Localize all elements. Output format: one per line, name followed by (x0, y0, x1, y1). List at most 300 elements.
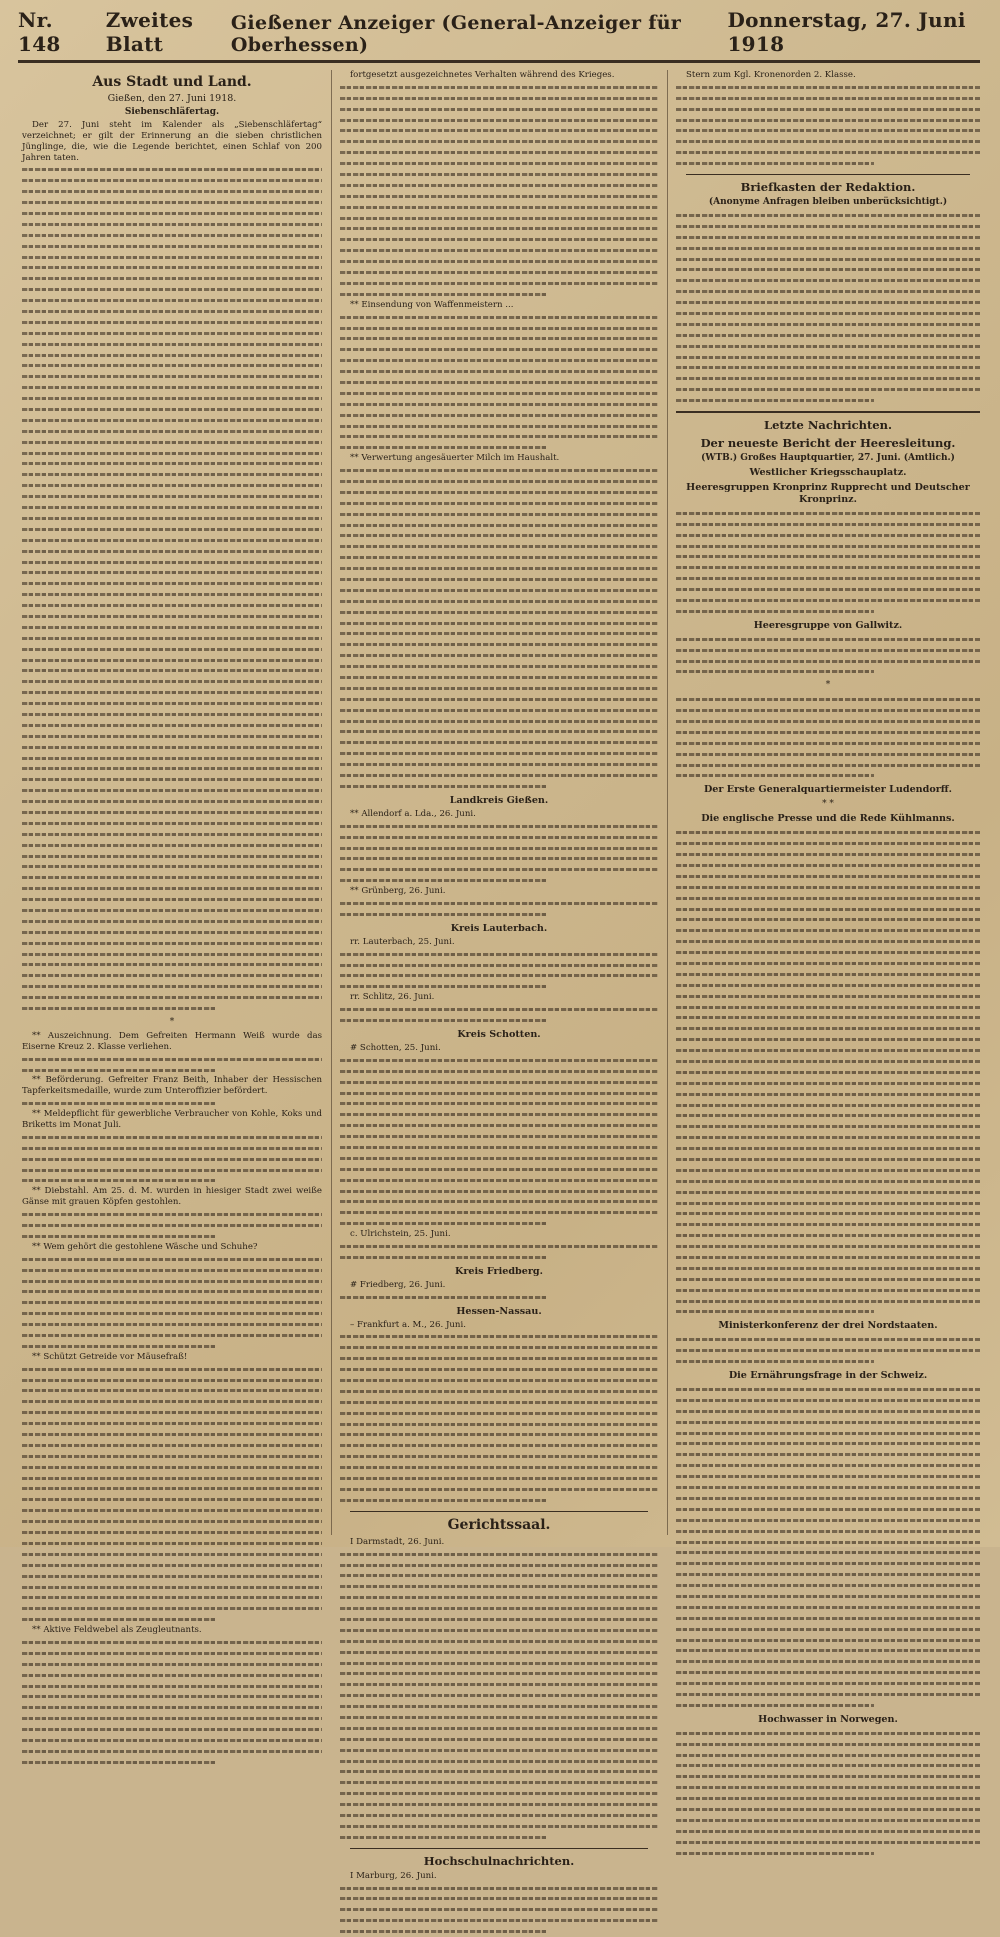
text-line (676, 1793, 980, 1804)
text-line (676, 882, 980, 893)
text-line (676, 1438, 980, 1449)
text-line (340, 115, 658, 126)
text-line (340, 1625, 658, 1636)
text-line (22, 644, 322, 655)
text-line (340, 377, 658, 388)
text-line (340, 1904, 658, 1915)
text-line (340, 683, 658, 694)
text-line (22, 1308, 322, 1319)
text-line (676, 727, 980, 738)
text-line (22, 1538, 322, 1549)
text-line (22, 578, 322, 589)
text-line (22, 774, 322, 785)
text-line (676, 1143, 980, 1154)
text-line (22, 1659, 322, 1670)
text-line (676, 1635, 980, 1646)
text-line (340, 1777, 658, 1788)
text-line (340, 628, 658, 639)
text-line (22, 1462, 322, 1473)
text-line (22, 1265, 322, 1276)
text-line (340, 821, 658, 832)
text-line (676, 362, 980, 373)
news-item: rr. Lauterbach, 25. Juni. (350, 936, 455, 947)
text-line (340, 1766, 658, 1777)
text-line (22, 1691, 322, 1702)
text-line (676, 991, 980, 1002)
text-line (340, 1821, 658, 1832)
text-line (22, 1003, 322, 1014)
text-line (676, 1771, 980, 1782)
text-line (22, 949, 322, 960)
text-line (676, 893, 980, 904)
text-line (340, 93, 658, 104)
text-line (22, 785, 322, 796)
column-separator (667, 70, 668, 1535)
body-text-block (340, 82, 658, 300)
section-heading-letzte-nachrichten: Letzte Nachrichten. (764, 417, 892, 432)
text-line (340, 1004, 658, 1015)
text-line (340, 147, 658, 158)
text-line (340, 125, 658, 136)
masthead-rule (18, 60, 980, 63)
text-line (22, 295, 322, 306)
text-line (22, 252, 322, 263)
text-line (676, 1110, 980, 1121)
text-line (22, 1209, 322, 1220)
text-line (22, 1364, 322, 1375)
text-line (676, 1067, 980, 1078)
text-line (340, 213, 658, 224)
dateline: Gießen, den 27. Juni 1918. (107, 93, 237, 104)
text-line (22, 328, 322, 339)
text-line (22, 415, 322, 426)
text-line (676, 936, 980, 947)
column-1 (22, 70, 322, 1636)
article-paragraph: Stern zum Kgl. Kronenorden 2. Klasse. (686, 70, 856, 80)
heading-heeresgruppe-gallwitz: Heeresgruppe von Gallwitz. (753, 619, 903, 631)
text-line (676, 595, 980, 606)
text-line (676, 1252, 980, 1263)
text-line (340, 1668, 658, 1679)
text-line (340, 498, 658, 509)
text-line (676, 1428, 980, 1439)
text-line (340, 639, 658, 650)
text-line (22, 1254, 322, 1265)
issue-date: Donnerstag, 27. Juni 1918 (727, 8, 966, 56)
text-line (340, 1131, 658, 1142)
text-line (340, 1915, 658, 1926)
text-line (340, 618, 658, 629)
text-line (340, 421, 658, 432)
text-line (22, 992, 322, 1003)
section-heading-gerichtssaal: Gerichtssaal. (447, 1516, 551, 1533)
text-line (340, 1560, 658, 1571)
body-text-block (22, 1637, 322, 1768)
text-line (340, 1832, 658, 1843)
newspaper-title: Gießener Anzeiger (General-Anzeiger für Oberhessen) (230, 12, 682, 56)
text-line (22, 1276, 322, 1287)
separator-star: * (825, 680, 831, 691)
text-line (22, 1407, 322, 1418)
text-line (22, 360, 322, 371)
text-line (676, 925, 980, 936)
text-line (22, 1582, 322, 1593)
text-line (340, 832, 658, 843)
body-text-block (676, 82, 980, 169)
text-line (22, 589, 322, 600)
text-line (676, 1176, 980, 1187)
text-line (340, 960, 658, 971)
body-text-block (340, 1331, 658, 1505)
text-line (340, 1484, 658, 1495)
text-line (340, 607, 658, 618)
text-line (676, 232, 980, 243)
text-line (22, 927, 322, 938)
section-heading-schotten: Kreis Schotten. (457, 1028, 541, 1040)
text-line (340, 431, 658, 442)
text-line (22, 709, 322, 720)
text-line (340, 781, 658, 792)
text-line (340, 82, 658, 93)
article-heading-siebenschlaefer: Siebenschläfertag. (124, 106, 220, 117)
text-line (676, 1334, 980, 1345)
text-line (22, 1286, 322, 1297)
text-line (22, 1735, 322, 1746)
text-line (340, 1364, 658, 1375)
text-line (676, 1624, 980, 1635)
text-line (340, 410, 658, 421)
text-line (22, 676, 322, 687)
body-text-block (676, 827, 980, 1317)
text-line (676, 947, 980, 958)
text-line (676, 115, 980, 126)
text-line (676, 914, 980, 925)
text-line (676, 1406, 980, 1417)
text-line (340, 1570, 658, 1581)
text-line (676, 1121, 980, 1132)
text-line (340, 716, 658, 727)
text-line (22, 1385, 322, 1396)
text-line (340, 1386, 658, 1397)
text-line (22, 175, 322, 186)
signature-ludendorff: Der Erste Generalquartiermeister Ludendorff. (703, 784, 953, 796)
text-line (676, 958, 980, 969)
text-line (340, 1077, 658, 1088)
text-line (676, 243, 980, 254)
text-line (676, 645, 980, 656)
text-line (676, 738, 980, 749)
text-line (676, 1154, 980, 1165)
text-line (676, 1230, 980, 1241)
wtb-dateline: (WTB.) Großes Hauptquartier, 27. Juni. (Amtlich.) (701, 452, 955, 463)
text-line (340, 1462, 658, 1473)
text-line (22, 665, 322, 676)
text-line (22, 851, 322, 862)
column-separator (331, 70, 332, 1535)
text-line (676, 716, 980, 727)
text-line (22, 1418, 322, 1429)
text-line (340, 1788, 658, 1799)
text-line (676, 530, 980, 541)
text-line (676, 770, 980, 781)
text-line (22, 513, 322, 524)
article-paragraph: Der 27. Juni steht im Kalender als „Siebenschläfertag“ verzeichnet; er gilt der Erinnerung an die sieben christlichen Jünglinge, die, wie die Legende berichtet, einen Schlaf von 200 Jahren taten. (22, 119, 322, 163)
body-text-block (340, 312, 658, 454)
text-line (340, 312, 658, 323)
text-line (22, 829, 322, 840)
text-line (340, 1636, 658, 1647)
text-line (340, 1142, 658, 1153)
text-line (22, 894, 322, 905)
news-item: – Frankfurt a. M., 26. Juni. (350, 1319, 466, 1330)
heading-ministerkonferenz: Ministerkonferenz der drei Nordstaaten. (718, 1320, 938, 1332)
text-line (22, 197, 322, 208)
text-line (22, 491, 322, 502)
text-line (676, 849, 980, 860)
text-line (22, 567, 322, 578)
text-line (676, 1384, 980, 1395)
divider (686, 174, 970, 175)
text-line (676, 319, 980, 330)
separator-star: * (169, 1016, 175, 1027)
briefkasten-note: (Anonyme Anfragen bleiben unberücksichtigt.) (708, 197, 948, 208)
text-line (22, 1670, 322, 1681)
text-line (22, 230, 322, 241)
text-line (676, 1012, 980, 1023)
text-line (340, 388, 658, 399)
text-line (340, 1679, 658, 1690)
section-heading-landkreis-giessen: Landkreis Gießen. (449, 794, 549, 806)
article-paragraph: ** Auszeichnung. Dem Gefreiten Hermann Weiß wurde das Eiserne Kreuz 2. Klasse verliehen. (22, 1030, 322, 1052)
body-text-block (340, 949, 658, 993)
text-line (22, 1516, 322, 1527)
text-line (22, 273, 322, 284)
text-line (22, 1375, 322, 1386)
text-line (22, 469, 322, 480)
text-line (340, 759, 658, 770)
text-line (676, 1208, 980, 1219)
text-line (22, 655, 322, 666)
text-line (676, 221, 980, 232)
text-line (22, 1483, 322, 1494)
divider (676, 411, 980, 413)
text-line (340, 202, 658, 213)
text-line (340, 541, 658, 552)
body-text-block (340, 1549, 658, 1843)
text-line (340, 864, 658, 875)
text-line (22, 1451, 322, 1462)
text-line (676, 838, 980, 849)
column-2 (340, 70, 658, 1881)
text-line (340, 563, 658, 574)
text-line (22, 840, 322, 851)
text-line (22, 502, 322, 513)
text-line (676, 634, 980, 645)
text-line (22, 970, 322, 981)
text-line (22, 1614, 322, 1625)
news-item: rr. Schlitz, 26. Juni. (350, 992, 435, 1003)
text-line (340, 585, 658, 596)
text-line (340, 487, 658, 498)
text-line (340, 981, 658, 992)
article-paragraph: ** Diebstahl. Am 25. d. M. wurden in hiesiger Stadt zwei weiße Gänse mit grauen Köpfen gestohlen. (22, 1186, 322, 1208)
heading-heeresgruppen-kronprinz: Heeresgruppen Kronprinz Rupprecht und Deutscher Kronprinz. (686, 481, 970, 505)
text-line (340, 898, 658, 909)
text-line (676, 1395, 980, 1406)
text-line (676, 125, 980, 136)
text-line (340, 180, 658, 191)
text-line (340, 1549, 658, 1560)
text-line (676, 1285, 980, 1296)
text-line (22, 1549, 322, 1560)
text-line (340, 1109, 658, 1120)
body-text-block (676, 1384, 980, 1711)
text-line (22, 1330, 322, 1341)
text-line (340, 1419, 658, 1430)
text-line (340, 245, 658, 256)
text-line (676, 264, 980, 275)
text-line (340, 1196, 658, 1207)
text-line (676, 1515, 980, 1526)
text-line (340, 1120, 658, 1131)
text-line (676, 1526, 980, 1537)
text-line (340, 1592, 658, 1603)
text-line (22, 1560, 322, 1571)
text-line (676, 1045, 980, 1056)
text-line (340, 1015, 658, 1026)
text-line (676, 82, 980, 93)
text-line (22, 763, 322, 774)
masthead-left (18, 8, 231, 56)
text-line (676, 1580, 980, 1591)
text-line (22, 426, 322, 437)
body-text-block (22, 164, 322, 1013)
text-line (676, 330, 980, 341)
text-line (676, 1471, 980, 1482)
text-line (676, 1815, 980, 1826)
text-line (676, 1345, 980, 1356)
text-line (22, 306, 322, 317)
news-item: # Friedberg, 26. Juni. (350, 1279, 446, 1290)
text-line (676, 341, 980, 352)
text-line (676, 1482, 980, 1493)
article-paragraph: ** Beförderung. Gefreiter Franz Beith, Inhaber der Hessischen Tapferkeitsmedaille, wurde zum Unteroffizier befördert. (22, 1075, 322, 1097)
text-line (22, 241, 322, 252)
text-line (22, 524, 322, 535)
text-line (340, 530, 658, 541)
body-text-block (340, 465, 658, 792)
text-line (22, 382, 322, 393)
section-heading-heeresbericht: Der neueste Bericht der Heeresleitung. (700, 435, 956, 450)
text-line (22, 698, 322, 709)
text-line (676, 1263, 980, 1274)
text-line (340, 970, 658, 981)
text-line (340, 333, 658, 344)
heading-ernaehrungsfrage-schweiz: Die Ernährungsfrage in der Schweiz. (728, 1370, 928, 1382)
text-line (340, 278, 658, 289)
text-line (676, 1023, 980, 1034)
text-line (340, 1186, 658, 1197)
text-line (22, 981, 322, 992)
text-line (22, 219, 322, 230)
text-line (676, 93, 980, 104)
text-line (676, 210, 980, 221)
text-line (340, 465, 658, 476)
text-line (340, 1164, 658, 1175)
text-line (340, 1292, 658, 1303)
text-line (22, 742, 322, 753)
issue-number: Nr. 148 (18, 8, 61, 56)
text-line (676, 666, 980, 677)
text-line (676, 1837, 980, 1848)
text-line (676, 1591, 980, 1602)
text-line (340, 1614, 658, 1625)
text-line (676, 308, 980, 319)
text-line (22, 1175, 322, 1186)
text-line (340, 1647, 658, 1658)
section-heading-lauterbach: Kreis Lauterbach. (450, 922, 548, 934)
divider (350, 1848, 648, 1849)
text-line (676, 1700, 980, 1711)
text-line (340, 1658, 658, 1669)
text-line (340, 191, 658, 202)
text-line (340, 509, 658, 520)
text-line (22, 1713, 322, 1724)
body-text-block (676, 694, 980, 781)
text-line (22, 350, 322, 361)
article-paragraph: fortgesetzt ausgezeichnetes Verhalten während des Krieges. (350, 70, 615, 80)
body-text-block (22, 1098, 322, 1109)
news-item: c. Ulrichstein, 25. Juni. (350, 1229, 451, 1240)
text-line (676, 1002, 980, 1013)
text-line (22, 633, 322, 644)
text-line (340, 1055, 658, 1066)
section-heading-briefkasten: Briefkasten der Redaktion. (740, 180, 916, 195)
text-line (676, 860, 980, 871)
text-line (22, 622, 322, 633)
text-line (340, 223, 658, 234)
text-line (22, 807, 322, 818)
text-line (340, 1883, 658, 1894)
text-line (676, 1667, 980, 1678)
text-line (22, 1603, 322, 1614)
text-line (676, 158, 980, 169)
text-line (676, 1493, 980, 1504)
text-line (676, 1034, 980, 1045)
text-line (676, 904, 980, 915)
text-line (340, 366, 658, 377)
body-text-block (676, 1728, 980, 1859)
text-line (676, 562, 980, 573)
text-line (22, 959, 322, 970)
text-line (340, 1723, 658, 1734)
text-line (340, 1690, 658, 1701)
text-line (340, 705, 658, 716)
text-line (22, 1592, 322, 1603)
text-line (22, 371, 322, 382)
text-line (676, 606, 980, 617)
text-line (22, 687, 322, 698)
text-line (676, 1274, 980, 1285)
text-line (22, 186, 322, 197)
text-line (676, 104, 980, 115)
text-line (22, 611, 322, 622)
body-text-block (676, 634, 980, 678)
heading-englische-presse: Die englische Presse und die Rede Kühlmanns. (701, 813, 955, 825)
news-item: I Darmstadt, 26. Juni. (350, 1536, 445, 1547)
text-line (676, 519, 980, 530)
masthead (18, 8, 980, 56)
